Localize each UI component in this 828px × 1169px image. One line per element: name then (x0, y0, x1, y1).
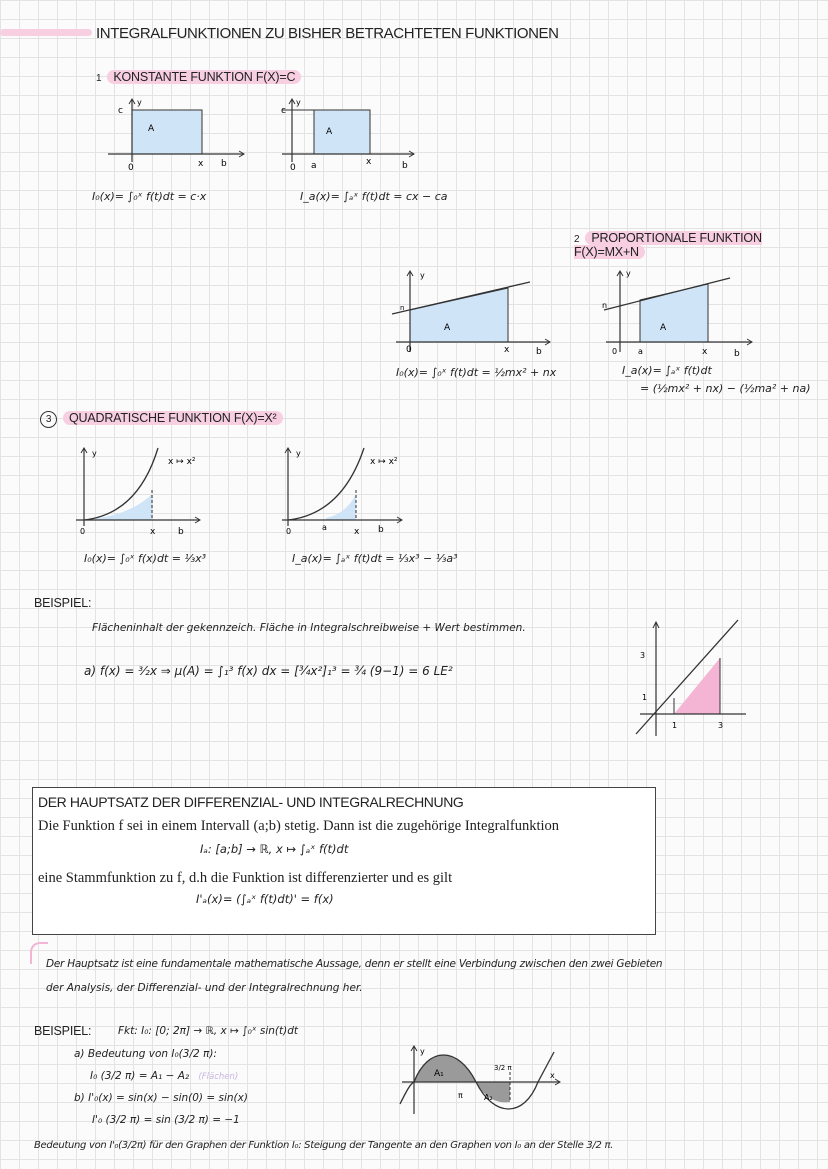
label-a: a (638, 347, 643, 356)
label-c: c (281, 106, 286, 116)
label-b: b (221, 159, 227, 169)
section-1-number: 1 (96, 73, 102, 84)
graph-linear-a (600, 266, 760, 361)
label-x: x (150, 527, 156, 537)
label-A: A (444, 323, 451, 333)
label-y: y (137, 98, 142, 107)
label-c: c (118, 106, 123, 116)
note-line-2: der Analysis, der Differenzial- und der Integralrechnung her. (46, 982, 363, 994)
label-n: n (602, 301, 608, 310)
graph-example-1 (630, 616, 750, 746)
label-A1: A₁ (434, 1069, 444, 1079)
label-zero: 0 (80, 527, 86, 536)
theorem-line-1: Die Funktion f sei in einem Intervall (a;b) stetig. Dann ist die zugehörige Integralfunktion (38, 818, 560, 834)
label-one: 1 (642, 693, 648, 702)
label-a: a (322, 523, 327, 532)
label-y: y (296, 449, 301, 458)
example-2-function: Fkt: I₀: [0; 2π] → ℝ, x ↦ ∫₀ˣ sin(t)dt (118, 1025, 299, 1037)
label-x: x (550, 1071, 555, 1080)
example-1-label: BEISPIEL: (34, 596, 92, 610)
graph-quadratic-0 (74, 446, 214, 541)
label-y: y (626, 269, 631, 278)
graph-constant-0 (104, 96, 254, 176)
example-2-a-formula-text: I₀ (3/2 π) = A₁ − A₂ (90, 1070, 190, 1082)
example-1-task: Flächeninhalt der gekennzeich. Fläche in Integralschreibweise + Wert bestimmen. (92, 622, 526, 634)
label-map: x ↦ x² (168, 457, 196, 467)
top-highlight (0, 29, 92, 36)
example-2-label: BEISPIEL: (34, 1024, 92, 1038)
section-3-label: QUADRATISCHE FUNKTION F(X)=X² (63, 411, 283, 425)
formula-3b: I_a(x)= ∫ₐˣ f(t)dt = ⅓x³ − ⅓a³ (292, 552, 458, 565)
label-zero: 0 (290, 163, 296, 173)
section-3-heading (40, 411, 283, 428)
formula-1a: I₀(x)= ∫₀ˣ f(t)dt = c·x (92, 190, 207, 203)
label-b: b (178, 527, 184, 537)
graph-constant-a (278, 96, 428, 176)
label-x: x (366, 157, 372, 167)
label-x: x (354, 527, 360, 537)
label-b: b (378, 525, 384, 535)
label-x: x (702, 347, 708, 357)
formula-2b-line1: I_a(x)= ∫ₐˣ f(t)dt (622, 364, 712, 377)
label-y: y (92, 449, 97, 458)
theorem-formula-2: I'ₐ(x)= (∫ₐˣ f(t)dt)' = f(x) (196, 892, 334, 906)
label-one-x: 1 (672, 721, 678, 730)
section-2-label: PROPORTIONALE FUNKTION F(X)=MX+N (574, 231, 762, 259)
label-three: 3 (640, 651, 646, 660)
label-pi: π (458, 1091, 463, 1100)
label-A2: A₂ (484, 1093, 493, 1102)
label-b: b (402, 161, 408, 171)
graph-linear-0 (390, 266, 560, 361)
label-x: x (198, 159, 204, 169)
theorem-heading: DER HAUPTSATZ DER DIFFERENZIAL- UND INTEGRALRECHNUNG (38, 794, 464, 810)
label-y: y (296, 98, 301, 107)
label-three-half-pi: 3/2 π (494, 1064, 512, 1072)
graph-quadratic-a (280, 446, 420, 541)
graph-sine (398, 1044, 568, 1118)
label-zero: 0 (128, 163, 134, 173)
section-1-label: KONSTANTE FUNKTION F(X)=C (107, 70, 301, 84)
label-x: x (504, 345, 510, 355)
example-2-a-formula (90, 1070, 238, 1082)
example-2-b-formula: b) I'₀(x) = sin(x) − sin(0) = sin(x) (74, 1092, 248, 1104)
example-2-b-value: I'₀ (3/2 π) = sin (3/2 π) = −1 (92, 1114, 240, 1126)
label-b: b (536, 347, 542, 357)
formula-2b-line2: = (½mx² + nx) − (½ma² + na) (640, 382, 811, 395)
label-zero: 0 (286, 527, 292, 536)
formula-2a: I₀(x)= ∫₀ˣ f(t)dt = ½mx² + nx (396, 366, 557, 379)
theorem-formula-1: Iₐ: [a;b] → ℝ, x ↦ ∫ₐˣ f(t)dt (200, 842, 349, 856)
section-3-number: 3 (40, 411, 57, 428)
label-b: b (734, 349, 740, 359)
example-2-a-note: (Flächen) (198, 1072, 239, 1082)
section-2-heading (574, 231, 828, 259)
example-1-part-a: a) f(x) = ³⁄₂x ⇒ μ(A) = ∫₁³ f(x) dx = [¾x²]₁³ = ¾ (9−1) = 6 LE² (84, 664, 453, 678)
section-2-number: 2 (574, 234, 580, 245)
label-a: a (311, 161, 317, 171)
formula-1b: I_a(x)= ∫ₐˣ f(t)dt = cx − ca (300, 190, 448, 203)
label-map: x ↦ x² (370, 457, 398, 467)
label-y: y (420, 1047, 425, 1056)
label-A: A (660, 323, 667, 333)
example-2-conclusion: Bedeutung von I'₀(3/2π) für den Graphen der Funktion I₀: Steigung der Tangente an den Graphen von I₀ an der Stelle 3/2 π. (34, 1140, 614, 1151)
section-1-heading (96, 70, 301, 84)
page-title: INTEGRALFUNKTIONEN ZU BISHER BETRACHTETEN FUNKTIONEN (96, 25, 559, 42)
label-y: y (420, 271, 425, 280)
note-line-1: Der Hauptsatz ist eine fundamentale mathematische Aussage, denn er stellt eine Verbindung zwischen den zwei Gebieten (46, 958, 663, 970)
label-three-x: 3 (718, 721, 724, 730)
example-2-a-title: a) Bedeutung von I₀(3/2 π): (74, 1048, 217, 1060)
label-zero: 0 (406, 345, 412, 355)
label-zero: 0 (612, 347, 618, 356)
label-A: A (148, 124, 155, 134)
theorem-line-2: eine Stammfunktion zu f, d.h die Funktion ist differenzierter und es gilt (38, 870, 453, 886)
formula-3a: I₀(x)= ∫₀ˣ f(x)dt = ⅓x³ (84, 552, 207, 565)
label-n: n (400, 304, 405, 312)
label-A: A (326, 127, 333, 137)
